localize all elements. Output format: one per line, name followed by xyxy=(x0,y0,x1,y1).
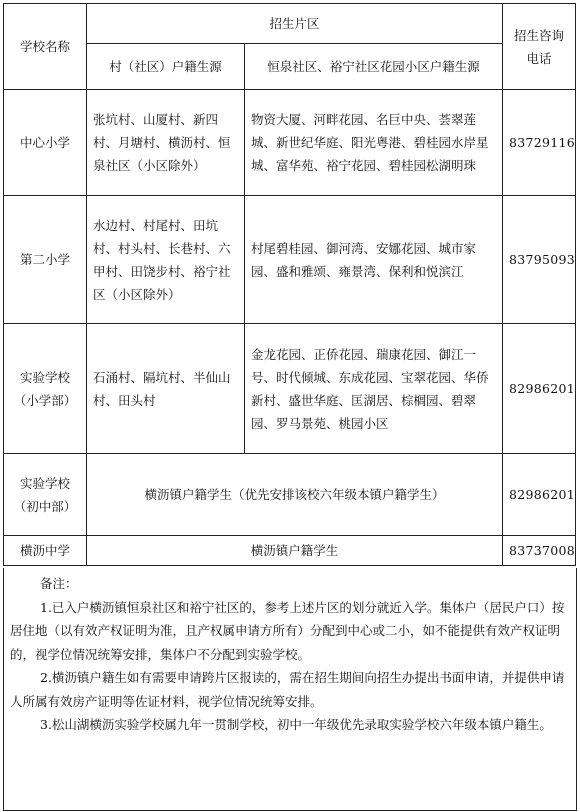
phone-number: 83729116 xyxy=(503,90,576,196)
village-list: 石涌村、隔坑村、半仙山村、田头村 xyxy=(87,324,245,454)
community-list: 物资大厦、河畔花园、名巨中央、荟翠莲城、新世纪华庭、阳光粤港、碧桂园水岸星城、富华苑、裕宁花园、碧桂园松湖明珠 xyxy=(245,90,503,196)
table-row xyxy=(4,90,576,196)
school-name: 实验学校（小学部） xyxy=(4,324,87,454)
header-community: 恒泉社区、裕宁社区花园小区户籍生源 xyxy=(245,44,503,90)
note-item: 2.横沥镇户籍生如有需要申请跨片区报读的，需在招生期间向招生办提出书面申请，并提供申请人所属有效房产证明等佐证材料，视学位情况统筹安排。 xyxy=(10,670,565,709)
phone-number: 83795093 xyxy=(503,196,576,324)
table-row xyxy=(4,454,576,536)
notes-section xyxy=(3,568,577,811)
table-row xyxy=(4,324,576,454)
table-row xyxy=(4,536,576,566)
enrollment-table xyxy=(3,3,576,566)
phone-number: 82986201 xyxy=(503,324,576,454)
merged-source: 横沥镇户籍学生（优先安排该校六年级本镇户籍学生） xyxy=(87,454,503,536)
header-village: 村（社区）户籍生源 xyxy=(87,44,245,90)
merged-source: 横沥镇户籍学生 xyxy=(87,536,503,566)
school-name: 实验学校（初中部） xyxy=(4,454,87,536)
header-zone: 招生片区 xyxy=(87,4,503,44)
note-item: 1.已入户横沥镇恒泉社区和裕宁社区的，参考上述片区的划分就近入学。集体户（居民户口）按居住地（以有效产权证明为准，且产权属申请方所有）分配到中心或二小，如不能提供有效产权证明的，视学位情况统筹安排，集体户不分配到实验学校。 xyxy=(10,599,565,662)
school-name: 中心小学 xyxy=(4,90,87,196)
note-item: 3.松山湖横沥实验学校属九年一贯制学校，初中一年级优先录取实验学校六年级本镇户籍生。 xyxy=(40,717,552,732)
header-phone: 招生咨询电话 xyxy=(503,4,576,90)
school-name: 横沥中学 xyxy=(4,536,87,566)
school-name: 第二小学 xyxy=(4,196,87,324)
notes-title: 备注： xyxy=(40,576,78,591)
village-list: 水边村、村尾村、田坑村、村头村、长巷村、六甲村、田饶步村、裕宁社区（小区除外） xyxy=(87,196,245,324)
community-list: 金龙花园、正侨花园、瑞康花园、御江一号、时代倾城、东成花园、宝翠花园、华侨新村、盛世华庭、匡湖居、棕榈园、碧翠园、罗马景苑、桃园小区 xyxy=(245,324,503,454)
header-school-name: 学校名称 xyxy=(4,4,87,90)
phone-number: 83737008 xyxy=(503,536,576,566)
village-list: 张坑村、山厦村、新四村、月塘村、横沥村、恒泉社区（小区除外） xyxy=(87,90,245,196)
table-row xyxy=(4,196,576,324)
phone-number: 82986201 xyxy=(503,454,576,536)
community-list: 村尾碧桂园、御河湾、安娜花园、城市家园、盛和雅颂、雍景湾、保利和悦滨江 xyxy=(245,196,503,324)
